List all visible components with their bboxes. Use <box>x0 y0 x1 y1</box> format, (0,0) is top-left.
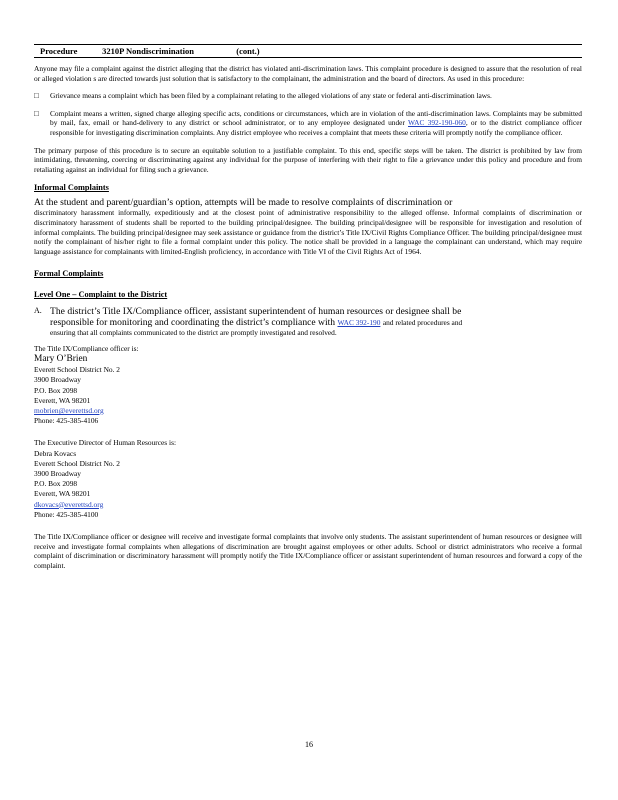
document-page <box>34 44 582 570</box>
contact-block <box>34 344 582 426</box>
level-one-heading: Level One – Complaint to the District <box>34 290 168 300</box>
bullet-text: Grievance means a complaint which has been filed by a complainant relating to the alleged violations of any state or federal anti-discrimination laws. <box>50 91 492 101</box>
informal-heading: Informal Complaints <box>34 183 109 193</box>
purpose-paragraph: The primary purpose of this procedure is to secure an equitable solution to a justifiable complaint. To this end, specific steps will be taken. The district is prohibited by law from intimidating, threatening, coercing or discriminating against any individual for the purpose of interfering with their right to file a grievance under this policy and procedure and from retaliating against an individual for filing such a grievance. <box>34 145 582 174</box>
contact-name: Debra Kovacs <box>34 448 77 458</box>
bullet-text <box>50 109 582 138</box>
item-a-after: and related procedures and <box>382 318 463 328</box>
item-a-lead2-text: responsible for monitoring and coordinating the district’s compliance with <box>50 317 336 329</box>
procedure-header <box>34 44 582 58</box>
complaint-text-before: Complaint means a written, signed charge alleging specific acts, conditions or circumstances, which are in violation of the anti-discrimination laws. Complaints may be submitted by mail, fax, email or hand-delivery to any district or school administrator, or to any employee designated under <box>50 108 582 128</box>
bullet-marker: □ <box>34 108 39 118</box>
intro-paragraph: Anyone may file a complaint against the district alleging that the district has violated anti-discrimination laws. This complaint procedure is designed to assure that the resolution of real or alleged violation s are directed towards just solution that is satisfactory to the complainant, the administration and the board of directors. As used in this procedure: <box>34 64 582 83</box>
contact-email-link[interactable]: dkovacs@everettsd.org <box>34 499 104 509</box>
contact-name: Mary O’Brien <box>34 354 88 365</box>
contact-email-link[interactable]: mobrien@everettsd.org <box>34 405 104 415</box>
contact-line: P.O. Box 2098 <box>34 385 78 395</box>
procedure-number: 3210P Nondiscrimination <box>102 46 194 56</box>
item-a-lead2 <box>50 317 582 328</box>
informal-body: discriminatory harassment informally, expeditiously and at the closest point of administrative responsibility to the alleged offense. Informal complaints of discrimination or discriminatory harassment of students shall be reported to the building principal/designee. The building principal/designee will be responsible for investigation and resolution of informal complaints. The building principal/designee may seek assistance or guidance from the district’s Title IX/Civil Rights Compliance Officer. The building principal/designee must notify the complainant of his/her right to file a formal complaint under this policy. The notice shall be provided in a language the complainant can understand, which may require language assistance for complainants with limited-English proficiency, in accordance with Title VI of the Civil Rights Act of 1964. <box>34 208 582 256</box>
contact-block <box>34 438 582 520</box>
contact-line: 3900 Broadway <box>34 375 82 385</box>
informal-lead: At the student and parent/guardian’s option, attempts will be made to resolve complaints of discrimination or <box>34 197 453 209</box>
contact-phone: Phone: 425-385-4106 <box>34 416 99 426</box>
closing-paragraph: The Title IX/Compliance officer or designee will receive and investigate formal complaints that involve only students. The assistant superintendent of human resources or designee will receive and investigate formal complaints when allegations of discrimination are brought against employees or other adults. School or district administrators who receive a formal complaint of discrimination or discriminatory harassment will promptly notify the Title IX/Compliance officer or assistant superintendent of human resources and forward a copy of the complaint. <box>34 531 582 570</box>
item-a-lead1: The district’s Title IX/Compliance officer, assistant superintendent of human resources or designee shall be <box>50 306 462 318</box>
formal-heading: Formal Complaints <box>34 269 104 279</box>
contact-line: P.O. Box 2098 <box>34 479 78 489</box>
contact-line: Everett School District No. 2 <box>34 365 121 375</box>
contact-line: Everett, WA 98201 <box>34 395 91 405</box>
page-number: 16 <box>305 740 313 749</box>
item-a-body: ensuring that all complaints communicated to the district are promptly investigated and resolved. <box>50 328 337 338</box>
bullet-complaint <box>34 109 582 138</box>
procedure-label: Procedure <box>40 46 78 56</box>
bullet-marker: □ <box>34 91 39 101</box>
procedure-cont: (cont.) <box>236 46 260 56</box>
contact-line: Everett, WA 98201 <box>34 489 91 499</box>
contact-line: 3900 Broadway <box>34 468 82 478</box>
item-a <box>34 306 582 338</box>
item-a-marker: A. <box>34 306 42 316</box>
bullet-grievance <box>34 91 582 101</box>
wac-060-link[interactable]: WAC 392-190-060 <box>408 118 466 128</box>
complaint-text-after: , or to the district compliance officer responsible for investigating discrimination complaints. Any district employee who receives a complaint that meets these criteria will promptly notify the compliance officer. <box>50 118 582 137</box>
contact-label: The Executive Director of Human Resources is: <box>34 438 177 448</box>
contact-line: Everett School District No. 2 <box>34 458 121 468</box>
contact-phone: Phone: 425-385-4100 <box>34 509 99 519</box>
contact-label: The Title IX/Compliance officer is: <box>34 343 139 353</box>
wac-190-link[interactable]: WAC 392-190 <box>337 318 381 328</box>
